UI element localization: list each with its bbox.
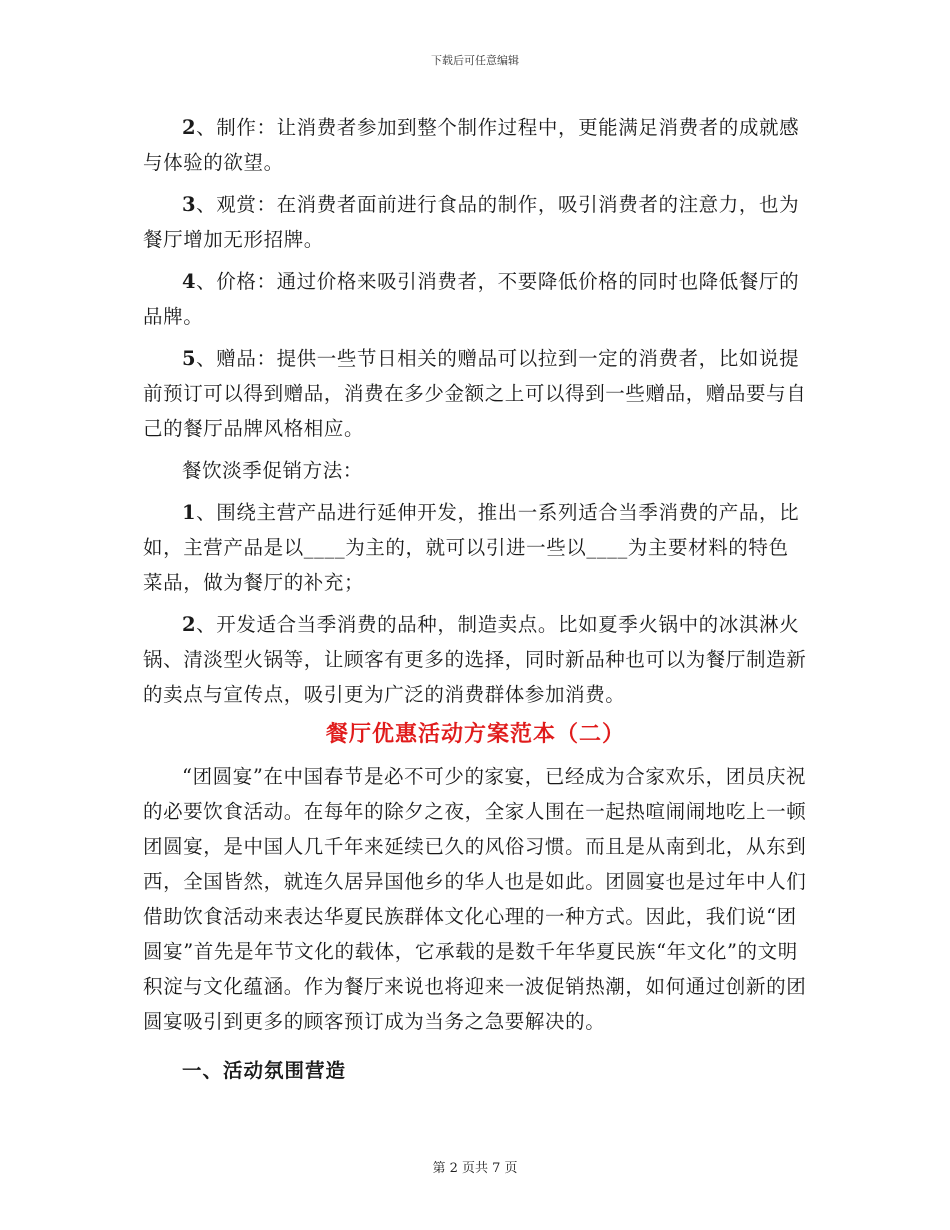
item-number: 4 xyxy=(182,270,197,293)
item-text: 、围绕主营产品进行延伸开发，推出一系列适合当季消费的产品，比如，主营产品是以____为主的，就可以引进一些以____为主要材料的特色菜品，做为餐厅的补充； xyxy=(143,501,800,594)
list-item xyxy=(143,187,808,257)
page-header: 下载后可任意编辑 xyxy=(431,54,519,67)
item-number: 2 xyxy=(182,116,197,139)
item-text: 、制作：让消费者参加到整个制作过程中，更能满足消费者的成就感与体验的欲望。 xyxy=(143,116,800,174)
section-subheading: 一、活动氛围营造 xyxy=(182,1059,347,1082)
list-item xyxy=(143,264,808,334)
section-title: 餐厅优惠活动方案范本（二） xyxy=(325,721,625,747)
item-number: 5 xyxy=(182,347,197,370)
item-number: 3 xyxy=(182,193,197,216)
list-item xyxy=(143,110,808,180)
list-item xyxy=(143,607,808,712)
item-number: 2 xyxy=(182,613,197,636)
item-number: 1 xyxy=(182,501,197,524)
intro-paragraph: “团圆宴”在中国春节是必不可少的家宴，已经成为合家欢乐，团员庆祝的必要饮食活动。在每年的除夕之夜，全家人围在一起热喧闹闹地吃上一顿团圆宴，是中国人几千年来延续已久的风俗习惯。而且是从南到北，从东到西，全国皆然，就连久居异国他乡的华人也是如此。团圆宴也是过年中人们借助饮食活动来表达华夏民族群体文化心理的一种方式。因此，我们说“团圆宴”首先是年节文化的载体，它承载的是数千年华夏民族“年文化”的文明积淀与文化蕴涵。作为餐厅来说也将迎来一波促销热潮，如何通过创新的团圆宴吸引到更多的顾客预订成为当务之急要解决的。 xyxy=(143,765,807,1033)
item-text: 、观赏：在消费者面前进行食品的制作，吸引消费者的注意力，也为餐厅增加无形招牌。 xyxy=(143,193,800,251)
page-footer: 第 2 页共 7 页 xyxy=(432,1161,518,1176)
document-body xyxy=(143,110,808,1088)
item-text: 、价格：通过价格来吸引消费者，不要降低价格的同时也降低餐厅的品牌。 xyxy=(143,270,800,328)
offseason-label: 餐饮淡季促销方法： xyxy=(182,459,363,482)
list-item xyxy=(143,341,808,446)
item-text: 、开发适合当季消费的品种，制造卖点。比如夏季火锅中的冰淇淋火锅、清淡型火锅等，让顾客有更多的选择，同时新品种也可以为餐厅制造新的卖点与宣传点，吸引更为广泛的消费群体参加消费。 xyxy=(143,613,807,706)
item-text: 、赠品：提供一些节日相关的赠品可以拉到一定的消费者，比如说提前预订可以得到赠品，消费在多少金额之上可以得到一些赠品，赠品要与自己的餐厅品牌风格相应。 xyxy=(143,347,807,440)
list-item xyxy=(143,495,808,600)
